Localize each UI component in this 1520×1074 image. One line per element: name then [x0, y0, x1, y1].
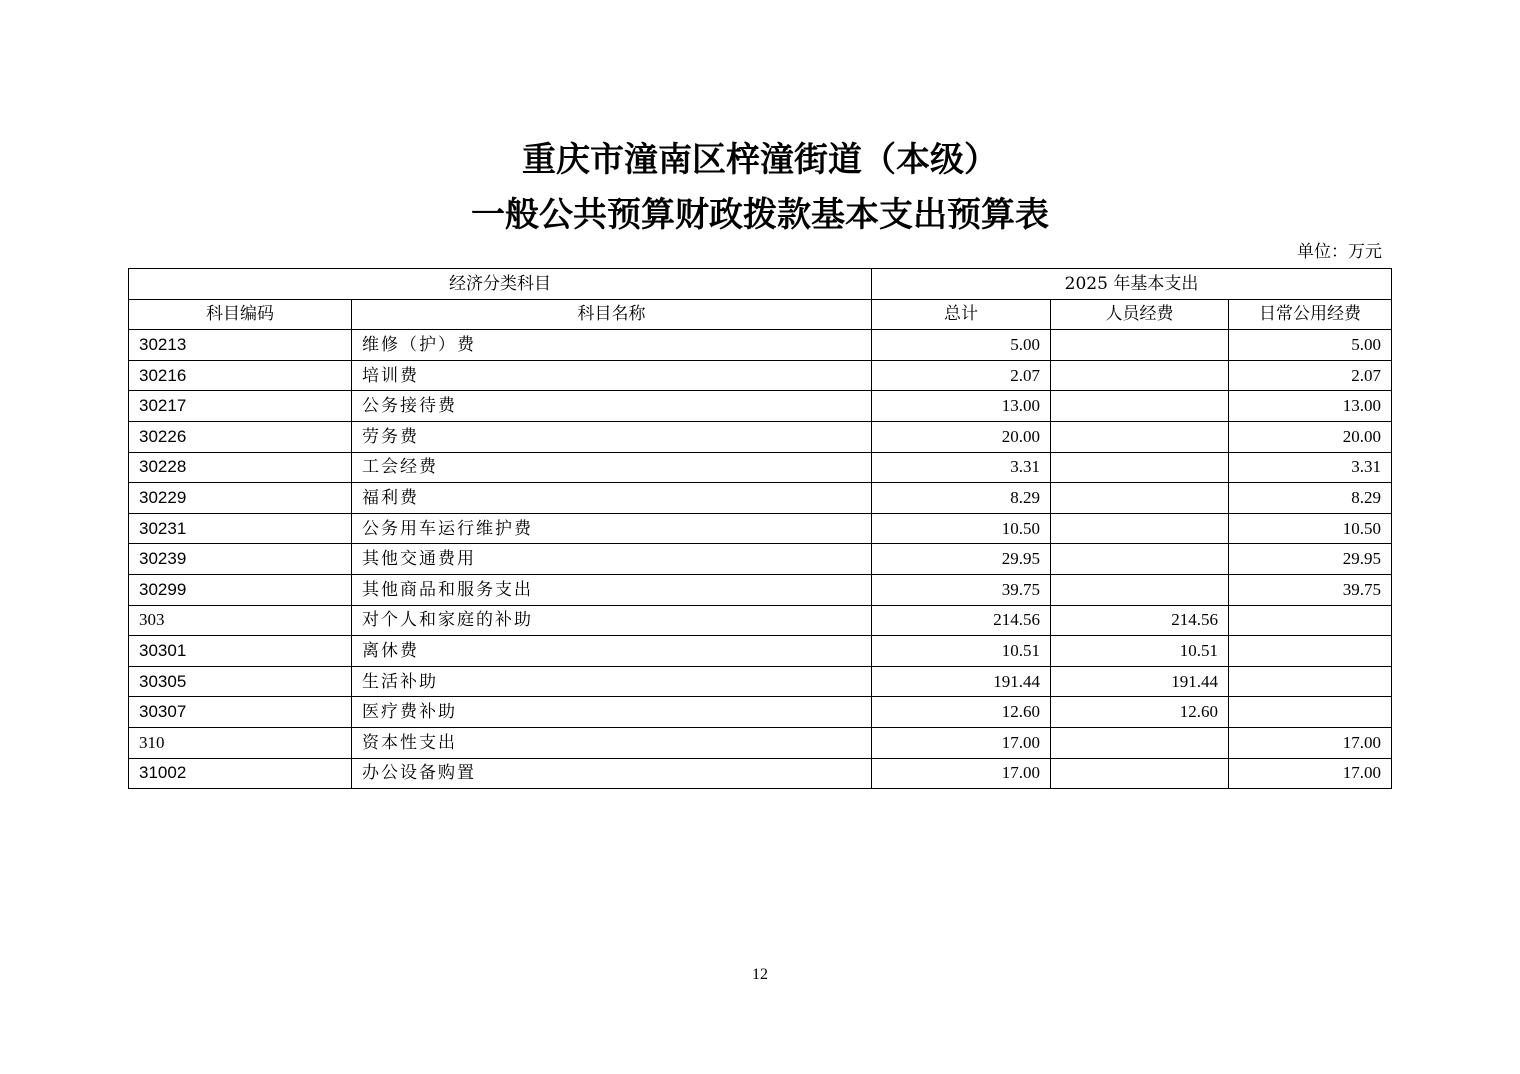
table-row — [129, 360, 1392, 391]
table-row — [129, 544, 1392, 575]
cell-public: 2.07 — [1229, 360, 1392, 391]
cell-total: 39.75 — [872, 574, 1051, 605]
cell-total: 17.00 — [872, 727, 1051, 758]
budget-table — [128, 268, 1392, 789]
cell-name: 培训费 — [352, 360, 872, 391]
table-row — [129, 666, 1392, 697]
cell-code: 30231 — [129, 513, 352, 544]
cell-public: 8.29 — [1229, 483, 1392, 514]
header-total: 总计 — [872, 299, 1051, 330]
cell-personnel — [1051, 544, 1229, 575]
page-title: 重庆市潼南区梓潼街道（本级） — [522, 140, 998, 180]
cell-code: 30229 — [129, 483, 352, 514]
cell-public — [1229, 697, 1392, 728]
cell-name: 生活补助 — [352, 666, 872, 697]
header-public: 日常公用经费 — [1229, 299, 1392, 330]
table-row — [129, 727, 1392, 758]
cell-personnel — [1051, 574, 1229, 605]
cell-total: 214.56 — [872, 605, 1051, 636]
header-econ-category: 经济分类科目 — [129, 269, 872, 300]
table-row — [129, 513, 1392, 544]
cell-name: 对个人和家庭的补助 — [352, 605, 872, 636]
cell-public — [1229, 605, 1392, 636]
cell-name: 公务用车运行维护费 — [352, 513, 872, 544]
cell-name: 其他商品和服务支出 — [352, 574, 872, 605]
header-group-row — [129, 269, 1392, 300]
header-name: 科目名称 — [352, 299, 872, 330]
cell-code: 31002 — [129, 758, 352, 789]
cell-name: 医疗费补助 — [352, 697, 872, 728]
cell-total: 5.00 — [872, 330, 1051, 361]
cell-personnel: 191.44 — [1051, 666, 1229, 697]
table-row — [129, 421, 1392, 452]
cell-code: 30301 — [129, 636, 352, 667]
table-row — [129, 452, 1392, 483]
cell-personnel: 10.51 — [1051, 636, 1229, 667]
cell-total: 8.29 — [872, 483, 1051, 514]
header-column-row — [129, 299, 1392, 330]
cell-code: 30228 — [129, 452, 352, 483]
cell-total: 191.44 — [872, 666, 1051, 697]
cell-code: 30226 — [129, 421, 352, 452]
cell-name: 劳务费 — [352, 421, 872, 452]
cell-total: 13.00 — [872, 391, 1051, 422]
cell-personnel — [1051, 360, 1229, 391]
cell-public: 5.00 — [1229, 330, 1392, 361]
cell-public: 39.75 — [1229, 574, 1392, 605]
cell-personnel — [1051, 513, 1229, 544]
cell-name: 福利费 — [352, 483, 872, 514]
cell-public: 29.95 — [1229, 544, 1392, 575]
table-row — [129, 697, 1392, 728]
cell-total: 2.07 — [872, 360, 1051, 391]
cell-total: 3.31 — [872, 452, 1051, 483]
cell-name: 维修（护）费 — [352, 330, 872, 361]
cell-name: 工会经费 — [352, 452, 872, 483]
page-number: 12 — [752, 966, 768, 983]
cell-personnel — [1051, 758, 1229, 789]
cell-name: 办公设备购置 — [352, 758, 872, 789]
table-row — [129, 391, 1392, 422]
table-row — [129, 605, 1392, 636]
cell-code: 30305 — [129, 666, 352, 697]
cell-personnel — [1051, 452, 1229, 483]
cell-total: 10.50 — [872, 513, 1051, 544]
cell-total: 29.95 — [872, 544, 1051, 575]
cell-personnel — [1051, 330, 1229, 361]
cell-code: 30239 — [129, 544, 352, 575]
table-row — [129, 758, 1392, 789]
cell-total: 12.60 — [872, 697, 1051, 728]
unit-label: 单位：万元 — [1297, 242, 1382, 262]
cell-name: 离休费 — [352, 636, 872, 667]
header-basic-expenditure: 2025 年基本支出 — [872, 269, 1392, 300]
cell-public: 10.50 — [1229, 513, 1392, 544]
table-row — [129, 330, 1392, 361]
cell-code: 30213 — [129, 330, 352, 361]
cell-code: 30299 — [129, 574, 352, 605]
cell-public: 20.00 — [1229, 421, 1392, 452]
page-subtitle: 一般公共预算财政拨款基本支出预算表 — [471, 195, 1049, 235]
cell-code: 310 — [129, 727, 352, 758]
header-personnel: 人员经费 — [1051, 299, 1229, 330]
cell-personnel — [1051, 727, 1229, 758]
cell-name: 其他交通费用 — [352, 544, 872, 575]
cell-public: 13.00 — [1229, 391, 1392, 422]
cell-public — [1229, 666, 1392, 697]
cell-code: 30216 — [129, 360, 352, 391]
cell-total: 20.00 — [872, 421, 1051, 452]
cell-personnel: 214.56 — [1051, 605, 1229, 636]
cell-public: 3.31 — [1229, 452, 1392, 483]
cell-name: 资本性支出 — [352, 727, 872, 758]
table-row — [129, 636, 1392, 667]
cell-code: 30307 — [129, 697, 352, 728]
cell-total: 17.00 — [872, 758, 1051, 789]
cell-public — [1229, 636, 1392, 667]
cell-public: 17.00 — [1229, 727, 1392, 758]
cell-personnel — [1051, 391, 1229, 422]
cell-personnel: 12.60 — [1051, 697, 1229, 728]
cell-code: 303 — [129, 605, 352, 636]
header-code: 科目编码 — [129, 299, 352, 330]
table-row — [129, 574, 1392, 605]
cell-personnel — [1051, 483, 1229, 514]
cell-personnel — [1051, 421, 1229, 452]
cell-code: 30217 — [129, 391, 352, 422]
cell-name: 公务接待费 — [352, 391, 872, 422]
table-row — [129, 483, 1392, 514]
cell-public: 17.00 — [1229, 758, 1392, 789]
cell-total: 10.51 — [872, 636, 1051, 667]
